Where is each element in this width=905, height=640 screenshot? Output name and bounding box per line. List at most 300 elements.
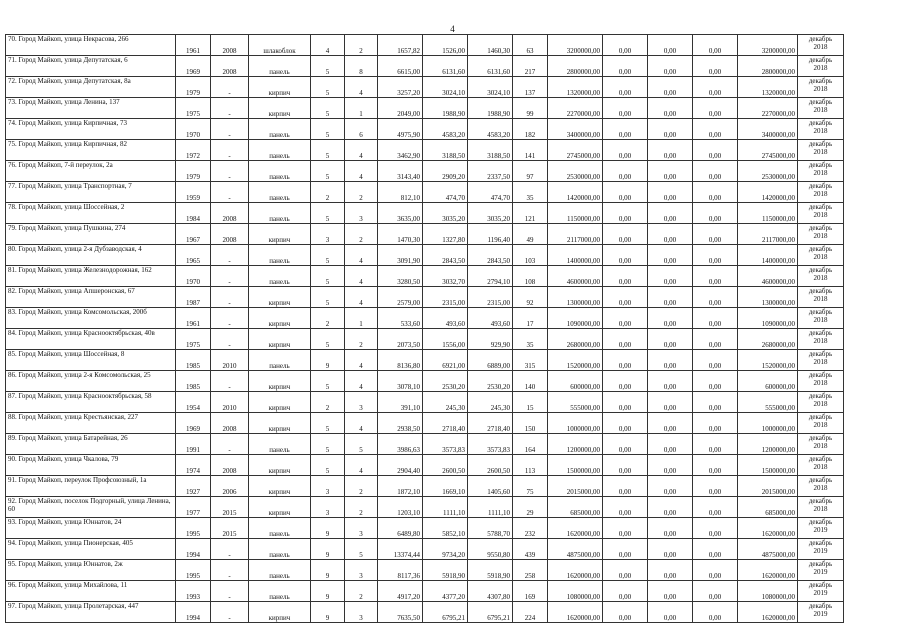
year-built-cell: 1961 — [176, 35, 211, 56]
residents-cell: 141 — [513, 140, 548, 161]
total-cost-cell: 1090000,00 — [548, 308, 603, 329]
residents-cell: 113 — [513, 455, 548, 476]
owners-funds-cell: 2270000,00 — [738, 98, 798, 119]
term-year: 2018 — [813, 442, 828, 450]
wall-material-cell: панель — [249, 56, 311, 77]
floors-cell: 5 — [311, 434, 345, 455]
fund-cell: 0,00 — [603, 308, 648, 329]
total-cost-cell: 1620000,00 — [548, 518, 603, 539]
total-cost-cell: 685000,00 — [548, 497, 603, 518]
budget-b-cell: 0,00 — [693, 203, 738, 224]
year-renovation-cell: - — [211, 77, 249, 98]
term-year: 2018 — [813, 169, 828, 177]
page-number: 4 — [450, 24, 455, 34]
fund-cell: 0,00 — [603, 77, 648, 98]
wall-material-cell: кирпич — [249, 98, 311, 119]
term-cell — [798, 392, 844, 413]
year-built-cell: 1995 — [176, 560, 211, 581]
floors-cell: 5 — [311, 371, 345, 392]
total-cost-cell: 2270000,00 — [548, 98, 603, 119]
total-cost-cell: 2800000,00 — [548, 56, 603, 77]
owners-funds-cell: 2800000,00 — [738, 56, 798, 77]
entrances-cell: 4 — [345, 266, 378, 287]
premises-area-cell: 1988,90 — [423, 98, 468, 119]
year-renovation-cell: - — [211, 266, 249, 287]
living-area-cell: 5788,70 — [468, 518, 513, 539]
wall-material-cell: панель — [249, 245, 311, 266]
term-cell — [798, 308, 844, 329]
year-built-cell: 1985 — [176, 371, 211, 392]
premises-area-cell: 9734,20 — [423, 539, 468, 560]
address-cell: 70. Город Майкоп, улица Некрасова, 266 — [6, 35, 176, 56]
table-row — [6, 266, 844, 287]
fund-cell: 0,00 — [603, 497, 648, 518]
year-built-cell: 1979 — [176, 161, 211, 182]
table-row — [6, 245, 844, 266]
residents-cell: 137 — [513, 77, 548, 98]
entrances-cell: 4 — [345, 287, 378, 308]
year-built-cell: 1984 — [176, 203, 211, 224]
premises-area-cell: 1556,00 — [423, 329, 468, 350]
premises-area-cell: 6921,00 — [423, 350, 468, 371]
residents-cell: 17 — [513, 308, 548, 329]
year-renovation-cell: 2008 — [211, 455, 249, 476]
address-cell: 92. Город Майкоп, поселок Подгорный, улица Ленина, 60 — [6, 497, 176, 518]
budget-b-cell: 0,00 — [693, 266, 738, 287]
floors-cell: 9 — [311, 518, 345, 539]
living-area-cell: 6131,60 — [468, 56, 513, 77]
term-cell — [798, 182, 844, 203]
total-cost-cell: 1500000,00 — [548, 455, 603, 476]
residents-cell: 224 — [513, 602, 548, 623]
total-area-cell: 2579,00 — [378, 287, 423, 308]
term-month: декабрь — [808, 287, 833, 295]
year-renovation-cell: - — [211, 308, 249, 329]
address-cell: 93. Город Майкоп, улица Юннатов, 24 — [6, 518, 176, 539]
premises-area-cell: 2530,20 — [423, 371, 468, 392]
term-cell — [798, 413, 844, 434]
total-cost-cell: 1200000,00 — [548, 434, 603, 455]
total-cost-cell: 555000,00 — [548, 392, 603, 413]
term-year: 2018 — [813, 484, 828, 492]
total-cost-cell: 3400000,00 — [548, 119, 603, 140]
wall-material-cell: панель — [249, 350, 311, 371]
total-cost-cell: 2680000,00 — [548, 329, 603, 350]
wall-material-cell: кирпич — [249, 224, 311, 245]
premises-area-cell: 245,30 — [423, 392, 468, 413]
year-renovation-cell: 2006 — [211, 476, 249, 497]
residents-cell: 150 — [513, 413, 548, 434]
fund-cell: 0,00 — [603, 56, 648, 77]
premises-area-cell: 3032,70 — [423, 266, 468, 287]
budget-b-cell: 0,00 — [693, 455, 738, 476]
address-cell: 82. Город Майкоп, улица Апшеронская, 67 — [6, 287, 176, 308]
total-area-cell: 3078,10 — [378, 371, 423, 392]
term-cell — [798, 245, 844, 266]
living-area-cell: 6889,00 — [468, 350, 513, 371]
year-renovation-cell: 2010 — [211, 392, 249, 413]
budget-a-cell: 0,00 — [648, 56, 693, 77]
floors-cell: 9 — [311, 560, 345, 581]
budget-a-cell: 0,00 — [648, 77, 693, 98]
year-renovation-cell: - — [211, 140, 249, 161]
owners-funds-cell: 1420000,00 — [738, 182, 798, 203]
term-year: 2018 — [813, 505, 828, 513]
budget-a-cell: 0,00 — [648, 35, 693, 56]
owners-funds-cell: 1200000,00 — [738, 434, 798, 455]
year-built-cell: 1961 — [176, 308, 211, 329]
total-cost-cell: 1150000,00 — [548, 203, 603, 224]
entrances-cell: 4 — [345, 371, 378, 392]
address-cell: 76. Город Майкоп, 7-й переулок, 2а — [6, 161, 176, 182]
floors-cell: 9 — [311, 602, 345, 623]
total-cost-cell: 2015000,00 — [548, 476, 603, 497]
owners-funds-cell: 2117000,00 — [738, 224, 798, 245]
entrances-cell: 4 — [345, 455, 378, 476]
premises-area-cell: 3188,50 — [423, 140, 468, 161]
table-row — [6, 77, 844, 98]
budget-a-cell: 0,00 — [648, 455, 693, 476]
term-year: 2018 — [813, 253, 828, 261]
term-cell — [798, 35, 844, 56]
year-built-cell: 1994 — [176, 602, 211, 623]
floors-cell: 5 — [311, 161, 345, 182]
year-renovation-cell: - — [211, 560, 249, 581]
total-cost-cell: 1520000,00 — [548, 350, 603, 371]
living-area-cell: 2843,50 — [468, 245, 513, 266]
address-cell: 71. Город Майкоп, улица Депутатская, 6 — [6, 56, 176, 77]
term-cell — [798, 287, 844, 308]
address-cell: 97. Город Майкоп, улица Пролетарская, 447 — [6, 602, 176, 623]
year-renovation-cell: - — [211, 287, 249, 308]
term-month: декабрь — [808, 245, 833, 253]
term-cell — [798, 518, 844, 539]
total-area-cell: 3143,40 — [378, 161, 423, 182]
table-row — [6, 308, 844, 329]
living-area-cell: 3035,20 — [468, 203, 513, 224]
floors-cell: 5 — [311, 77, 345, 98]
table-row — [6, 287, 844, 308]
entrances-cell: 6 — [345, 119, 378, 140]
term-year: 2018 — [813, 400, 828, 408]
wall-material-cell: панель — [249, 203, 311, 224]
address-cell: 72. Город Майкоп, улица Депутатская, 8а — [6, 77, 176, 98]
fund-cell: 0,00 — [603, 161, 648, 182]
residents-cell: 182 — [513, 119, 548, 140]
year-built-cell: 1970 — [176, 119, 211, 140]
total-area-cell: 391,10 — [378, 392, 423, 413]
fund-cell: 0,00 — [603, 287, 648, 308]
year-built-cell: 1985 — [176, 350, 211, 371]
premises-area-cell: 3035,20 — [423, 203, 468, 224]
term-month: декабрь — [808, 434, 833, 442]
table-row — [6, 476, 844, 497]
term-month: декабрь — [808, 98, 833, 106]
wall-material-cell: кирпич — [249, 392, 311, 413]
table-row — [6, 161, 844, 182]
budget-b-cell: 0,00 — [693, 413, 738, 434]
table-row — [6, 329, 844, 350]
year-built-cell: 1972 — [176, 140, 211, 161]
living-area-cell: 1196,40 — [468, 224, 513, 245]
budget-a-cell: 0,00 — [648, 329, 693, 350]
budget-a-cell: 0,00 — [648, 350, 693, 371]
table-row — [6, 497, 844, 518]
term-cell — [798, 497, 844, 518]
fund-cell: 0,00 — [603, 581, 648, 602]
fund-cell: 0,00 — [603, 119, 648, 140]
term-cell — [798, 476, 844, 497]
wall-material-cell: панель — [249, 539, 311, 560]
residents-cell: 439 — [513, 539, 548, 560]
wall-material-cell: панель — [249, 560, 311, 581]
floors-cell: 5 — [311, 329, 345, 350]
wall-material-cell: панель — [249, 581, 311, 602]
floors-cell: 2 — [311, 182, 345, 203]
year-built-cell: 1969 — [176, 56, 211, 77]
table-row — [6, 140, 844, 161]
premises-area-cell: 2909,20 — [423, 161, 468, 182]
floors-cell: 5 — [311, 203, 345, 224]
budget-b-cell: 0,00 — [693, 371, 738, 392]
living-area-cell: 1111,10 — [468, 497, 513, 518]
living-area-cell: 2530,20 — [468, 371, 513, 392]
term-month: декабрь — [808, 329, 833, 337]
premises-area-cell: 2718,40 — [423, 413, 468, 434]
wall-material-cell: панель — [249, 182, 311, 203]
fund-cell: 0,00 — [603, 413, 648, 434]
living-area-cell: 2718,40 — [468, 413, 513, 434]
address-cell: 85. Город Майкоп, улица Шоссейная, 8 — [6, 350, 176, 371]
year-renovation-cell: 2008 — [211, 56, 249, 77]
table-row — [6, 413, 844, 434]
budget-b-cell: 0,00 — [693, 287, 738, 308]
total-cost-cell: 1000000,00 — [548, 413, 603, 434]
budget-a-cell: 0,00 — [648, 371, 693, 392]
budget-b-cell: 0,00 — [693, 140, 738, 161]
floors-cell: 5 — [311, 266, 345, 287]
year-built-cell: 1975 — [176, 98, 211, 119]
year-renovation-cell: 2008 — [211, 203, 249, 224]
term-year: 2018 — [813, 106, 828, 114]
living-area-cell: 474,70 — [468, 182, 513, 203]
fund-cell: 0,00 — [603, 98, 648, 119]
address-cell: 94. Город Майкоп, улица Пионерская, 405 — [6, 539, 176, 560]
year-renovation-cell: - — [211, 119, 249, 140]
floors-cell: 9 — [311, 581, 345, 602]
premises-area-cell: 474,70 — [423, 182, 468, 203]
fund-cell: 0,00 — [603, 35, 648, 56]
total-area-cell: 1872,10 — [378, 476, 423, 497]
year-built-cell: 1927 — [176, 476, 211, 497]
fund-cell: 0,00 — [603, 518, 648, 539]
wall-material-cell: кирпич — [249, 287, 311, 308]
living-area-cell: 2337,50 — [468, 161, 513, 182]
budget-b-cell: 0,00 — [693, 539, 738, 560]
year-renovation-cell: - — [211, 581, 249, 602]
total-cost-cell: 2117000,00 — [548, 224, 603, 245]
table-row — [6, 371, 844, 392]
term-month: декабрь — [808, 497, 833, 505]
floors-cell: 9 — [311, 539, 345, 560]
address-cell: 95. Город Майкоп, улица Юннатов, 2ж — [6, 560, 176, 581]
owners-funds-cell: 4875000,00 — [738, 539, 798, 560]
total-area-cell: 2904,40 — [378, 455, 423, 476]
table-row — [6, 581, 844, 602]
year-renovation-cell: 2010 — [211, 350, 249, 371]
total-area-cell: 3462,90 — [378, 140, 423, 161]
total-area-cell: 6489,80 — [378, 518, 423, 539]
budget-a-cell: 0,00 — [648, 224, 693, 245]
term-year: 2018 — [813, 190, 828, 198]
term-cell — [798, 560, 844, 581]
table-row — [6, 98, 844, 119]
term-cell — [798, 119, 844, 140]
term-cell — [798, 539, 844, 560]
table-row — [6, 182, 844, 203]
entrances-cell: 2 — [345, 35, 378, 56]
term-year: 2018 — [813, 211, 828, 219]
address-cell: 75. Город Майкоп, улица Кирпичная, 82 — [6, 140, 176, 161]
budget-a-cell: 0,00 — [648, 497, 693, 518]
year-built-cell: 1954 — [176, 392, 211, 413]
budget-b-cell: 0,00 — [693, 56, 738, 77]
year-renovation-cell: 2008 — [211, 224, 249, 245]
term-year: 2018 — [813, 316, 828, 324]
term-month: декабрь — [808, 140, 833, 148]
table-row — [6, 119, 844, 140]
term-month: декабрь — [808, 224, 833, 232]
living-area-cell: 3573,83 — [468, 434, 513, 455]
term-year: 2019 — [813, 526, 828, 534]
term-year: 2019 — [813, 568, 828, 576]
residents-cell: 15 — [513, 392, 548, 413]
floors-cell: 4 — [311, 35, 345, 56]
total-area-cell: 1203,10 — [378, 497, 423, 518]
fund-cell: 0,00 — [603, 476, 648, 497]
term-year: 2018 — [813, 148, 828, 156]
premises-area-cell: 2315,00 — [423, 287, 468, 308]
address-cell: 87. Город Майкоп, улица Краснооктябрьская, 58 — [6, 392, 176, 413]
term-month: декабрь — [808, 56, 833, 64]
term-month: декабрь — [808, 35, 833, 43]
premises-area-cell: 493,60 — [423, 308, 468, 329]
budget-a-cell: 0,00 — [648, 203, 693, 224]
entrances-cell: 4 — [345, 140, 378, 161]
wall-material-cell: кирпич — [249, 455, 311, 476]
residents-cell: 121 — [513, 203, 548, 224]
term-month: декабрь — [808, 350, 833, 358]
total-area-cell: 6615,00 — [378, 56, 423, 77]
budget-b-cell: 0,00 — [693, 245, 738, 266]
premises-area-cell: 1111,10 — [423, 497, 468, 518]
budget-a-cell: 0,00 — [648, 560, 693, 581]
entrances-cell: 2 — [345, 224, 378, 245]
address-cell: 90. Город Майкоп, улица Чкалова, 79 — [6, 455, 176, 476]
budget-b-cell: 0,00 — [693, 119, 738, 140]
wall-material-cell: кирпич — [249, 371, 311, 392]
living-area-cell: 2794,10 — [468, 266, 513, 287]
year-built-cell: 1994 — [176, 539, 211, 560]
premises-area-cell: 5852,10 — [423, 518, 468, 539]
total-cost-cell: 4600000,00 — [548, 266, 603, 287]
floors-cell: 5 — [311, 413, 345, 434]
budget-a-cell: 0,00 — [648, 539, 693, 560]
entrances-cell: 8 — [345, 56, 378, 77]
floors-cell: 3 — [311, 224, 345, 245]
fund-cell: 0,00 — [603, 350, 648, 371]
budget-b-cell: 0,00 — [693, 161, 738, 182]
entrances-cell: 2 — [345, 329, 378, 350]
residents-cell: 217 — [513, 56, 548, 77]
owners-funds-cell: 1500000,00 — [738, 455, 798, 476]
fund-cell: 0,00 — [603, 224, 648, 245]
total-area-cell: 3635,00 — [378, 203, 423, 224]
year-built-cell: 1967 — [176, 224, 211, 245]
budget-a-cell: 0,00 — [648, 245, 693, 266]
owners-funds-cell: 1150000,00 — [738, 203, 798, 224]
budget-a-cell: 0,00 — [648, 581, 693, 602]
floors-cell: 5 — [311, 455, 345, 476]
owners-funds-cell: 4600000,00 — [738, 266, 798, 287]
term-month: декабрь — [808, 476, 833, 484]
owners-funds-cell: 2745000,00 — [738, 140, 798, 161]
table-row — [6, 35, 844, 56]
living-area-cell: 3188,50 — [468, 140, 513, 161]
floors-cell: 9 — [311, 350, 345, 371]
total-area-cell: 1470,30 — [378, 224, 423, 245]
year-built-cell: 1959 — [176, 182, 211, 203]
budget-a-cell: 0,00 — [648, 602, 693, 623]
fund-cell: 0,00 — [603, 371, 648, 392]
residents-cell: 169 — [513, 581, 548, 602]
wall-material-cell: панель — [249, 161, 311, 182]
premises-area-cell: 2843,50 — [423, 245, 468, 266]
term-cell — [798, 329, 844, 350]
residents-cell: 164 — [513, 434, 548, 455]
premises-area-cell: 1669,10 — [423, 476, 468, 497]
total-area-cell: 3986,63 — [378, 434, 423, 455]
budget-a-cell: 0,00 — [648, 308, 693, 329]
owners-funds-cell: 3200000,00 — [738, 35, 798, 56]
entrances-cell: 3 — [345, 392, 378, 413]
address-cell: 81. Город Майкоп, улица Железнодорожная, 162 — [6, 266, 176, 287]
floors-cell: 5 — [311, 245, 345, 266]
table-row — [6, 560, 844, 581]
address-cell: 74. Город Майкоп, улица Кирпичная, 73 — [6, 119, 176, 140]
premises-area-cell: 3024,10 — [423, 77, 468, 98]
address-cell: 73. Город Майкоп, улица Ленина, 137 — [6, 98, 176, 119]
total-cost-cell: 1420000,00 — [548, 182, 603, 203]
term-year: 2018 — [813, 463, 828, 471]
budget-b-cell: 0,00 — [693, 602, 738, 623]
residents-cell: 232 — [513, 518, 548, 539]
fund-cell: 0,00 — [603, 182, 648, 203]
year-built-cell: 1969 — [176, 413, 211, 434]
entrances-cell: 2 — [345, 476, 378, 497]
premises-area-cell: 5918,90 — [423, 560, 468, 581]
budget-b-cell: 0,00 — [693, 182, 738, 203]
term-year: 2018 — [813, 64, 828, 72]
year-built-cell: 1970 — [176, 266, 211, 287]
budget-a-cell: 0,00 — [648, 413, 693, 434]
residents-cell: 258 — [513, 560, 548, 581]
residents-cell: 97 — [513, 161, 548, 182]
owners-funds-cell: 600000,00 — [738, 371, 798, 392]
wall-material-cell: панель — [249, 434, 311, 455]
fund-cell: 0,00 — [603, 434, 648, 455]
year-built-cell: 1977 — [176, 497, 211, 518]
